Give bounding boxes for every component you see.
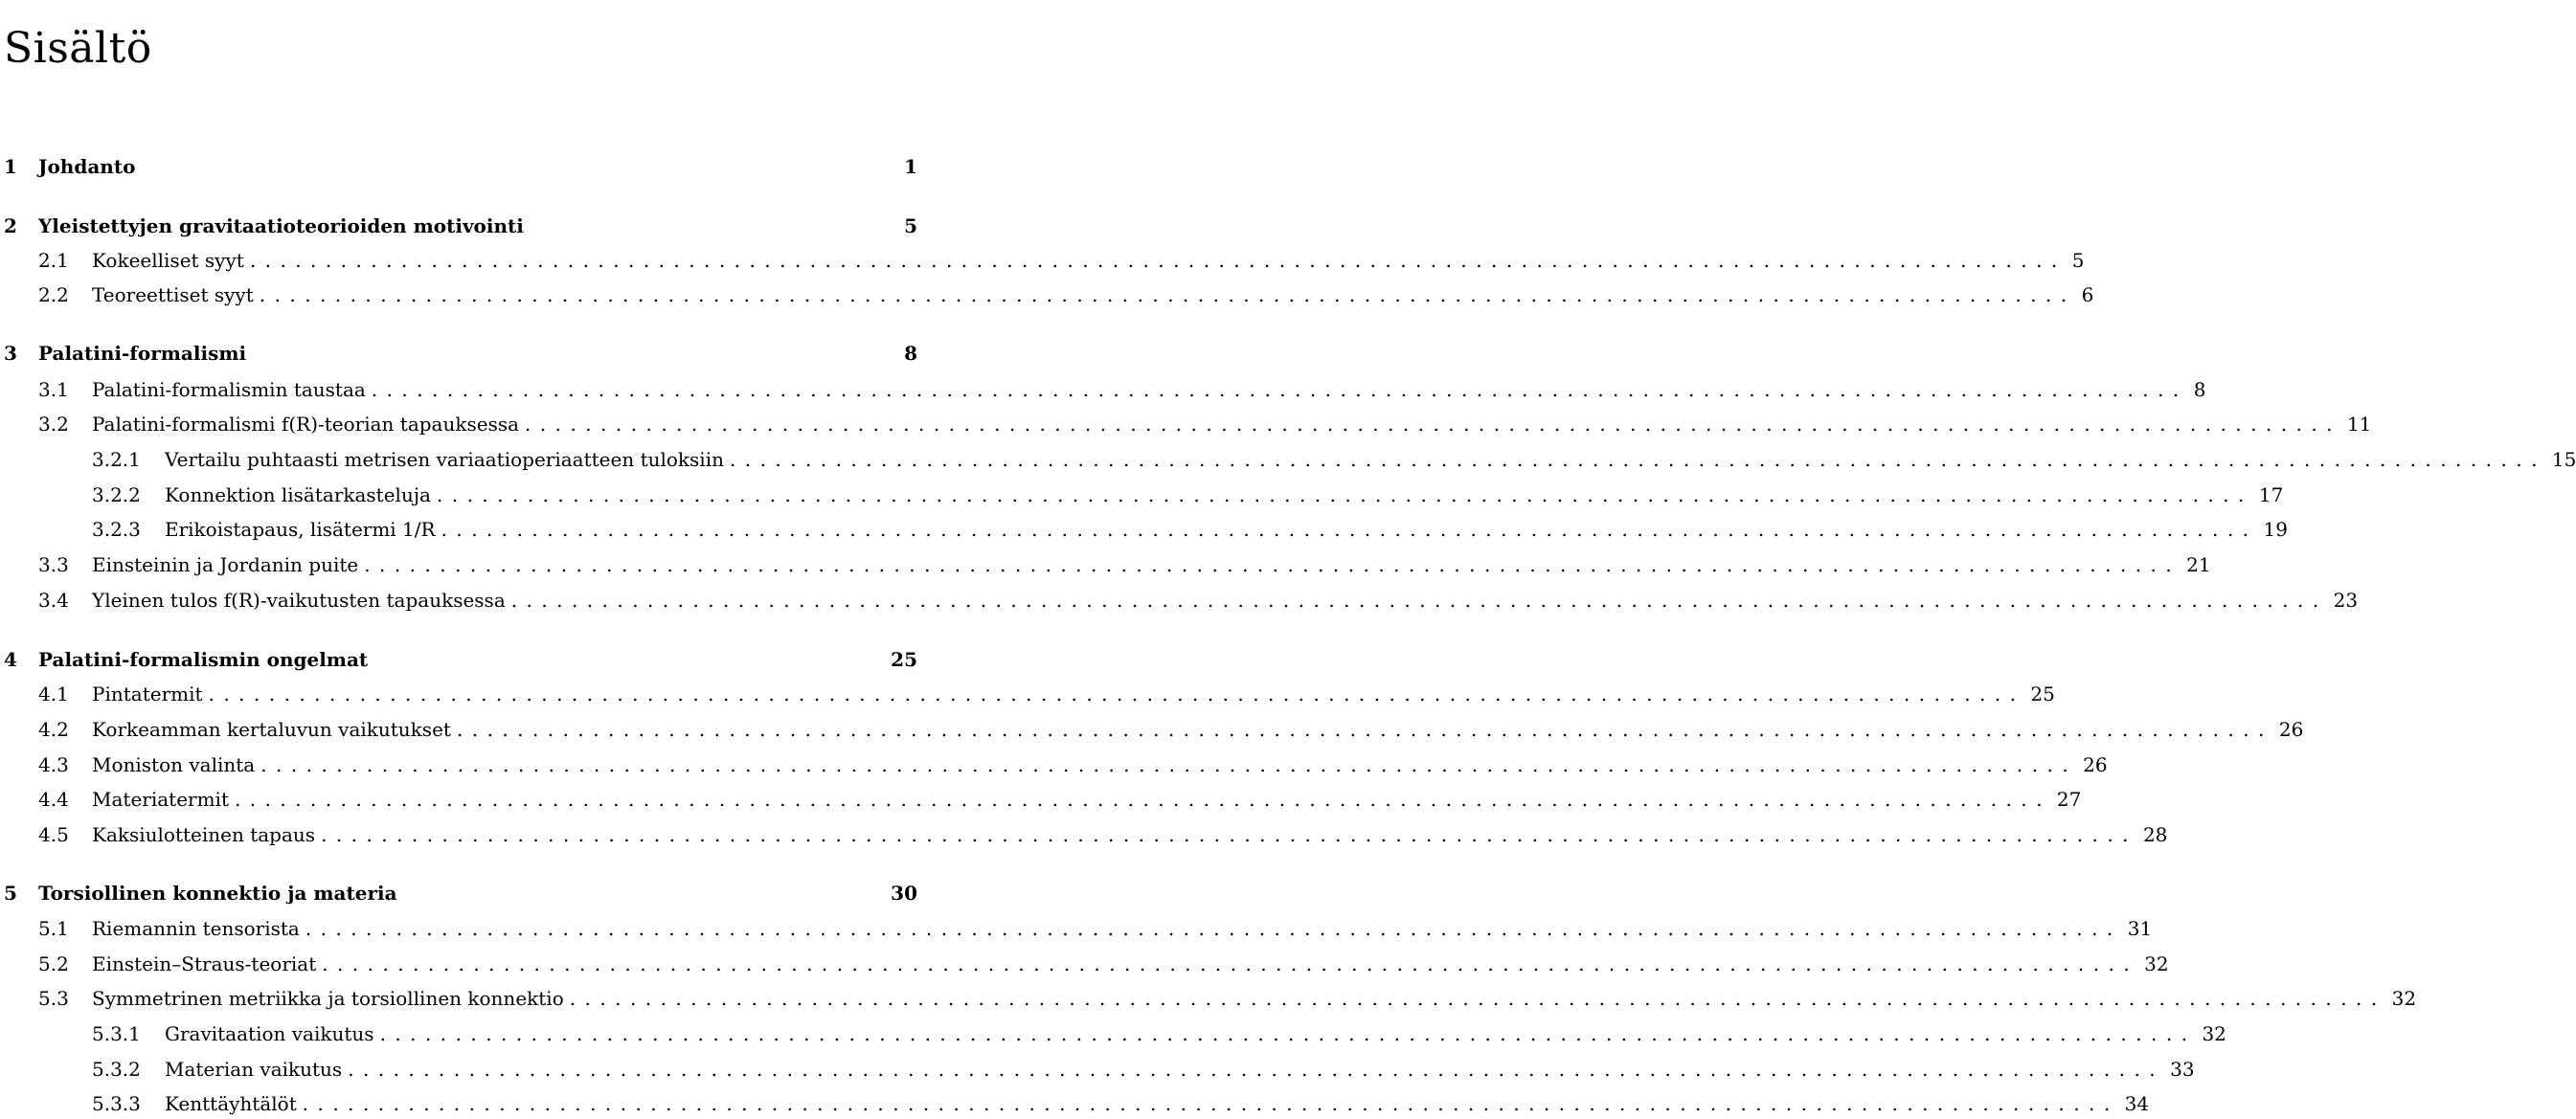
toc-dot-leader: ........................................................................................................................: [249, 249, 2067, 272]
toc-page-number: 6: [2081, 283, 2094, 306]
toc-dot-leader: ........................................................................................................................: [441, 518, 2258, 541]
toc-section-row[interactable]: [38, 587, 2359, 614]
toc-page-number: 32: [2144, 952, 2169, 975]
toc-section-row[interactable]: [38, 411, 2372, 437]
toc-entry-number: 4.2: [38, 718, 69, 741]
toc-dot-leader: ........................................................................................................................: [436, 483, 2253, 506]
toc-subsection-row[interactable]: [92, 516, 2288, 543]
toc-page-number: 1: [904, 155, 917, 178]
toc-dot-leader: ........................................................................................................................: [525, 413, 2341, 436]
toc-entry-title[interactable]: Materiatermit: [92, 788, 229, 811]
toc-section-row[interactable]: [38, 376, 2206, 403]
toc-page-number: 26: [2278, 718, 2304, 741]
toc-page-number: 32: [2202, 1022, 2226, 1045]
toc-subsection-row[interactable]: [92, 1056, 2195, 1083]
toc-section-row[interactable]: [38, 281, 2094, 308]
toc-dot-leader: ........................................................................................................................: [260, 753, 2078, 776]
toc-entry-title[interactable]: Pintatermit: [92, 683, 203, 705]
toc-section-row[interactable]: [38, 786, 2082, 813]
toc-dot-leader: ........................................................................................................................: [235, 788, 2051, 811]
toc-entry-number: 3.3: [38, 553, 69, 576]
toc-dot-leader: ........................................................................................................................: [321, 823, 2137, 846]
toc-entry-number: 1: [4, 155, 17, 178]
toc-dot-leader: ........................................................................................................................: [456, 718, 2273, 741]
toc-chapter-row[interactable]: [4, 646, 917, 673]
toc-entry-title[interactable]: Yleinen tulos f(R)-vaikutusten tapauksessa: [92, 589, 506, 612]
toc-entry-number: 4: [4, 648, 17, 671]
toc-entry-title[interactable]: Johdanto: [38, 155, 136, 178]
toc-dot-leader: ........................................................................................................................: [302, 1092, 2119, 1115]
toc-page-number: 31: [2127, 917, 2153, 940]
toc-dot-leader: ........................................................................................................................: [729, 448, 2546, 471]
toc-page-number: 27: [2056, 788, 2082, 811]
toc-entry-title[interactable]: Erikoistapaus, lisätermi 1/R: [165, 518, 436, 541]
toc-entry-title[interactable]: Vertailu puhtaasti metrisen variaatioperiaatteen tuloksiin: [165, 448, 724, 471]
toc-entry-title[interactable]: Palatini-formalismi: [38, 342, 247, 365]
toc-section-row[interactable]: [38, 681, 2055, 707]
toc-entry-number: 3.2.3: [92, 518, 141, 541]
toc-entry-number: 3.1: [38, 378, 69, 401]
toc-dot-leader: ........................................................................................................................: [208, 683, 2025, 705]
toc-page-number: 8: [2193, 378, 2206, 401]
page-title: Sisältö: [4, 24, 152, 74]
toc-dot-leader: ........................................................................................................................: [371, 378, 2188, 401]
toc-page-number: 28: [2142, 823, 2168, 846]
toc-entry-number: 3.2: [38, 413, 69, 436]
toc-page-number: 23: [2333, 589, 2359, 612]
toc-entry-number: 5.3: [38, 987, 69, 1010]
toc-entry-number: 5.3.3: [92, 1092, 141, 1115]
toc-entry-number: 5.3.2: [92, 1058, 141, 1081]
toc-dot-leader: ........................................................................................................................: [305, 917, 2122, 940]
toc-section-row[interactable]: [38, 951, 2169, 977]
toc-entry-title[interactable]: Konnektion lisätarkasteluja: [165, 483, 431, 506]
toc-page-number: 5: [904, 214, 917, 237]
toc-page-number: 25: [891, 648, 917, 671]
toc-entry-title[interactable]: Korkeamman kertaluvun vaikutukset: [92, 718, 451, 741]
toc-dot-leader: ........................................................................................................................: [379, 1022, 2197, 1045]
toc-entry-title[interactable]: Einsteinin ja Jordanin puite: [92, 553, 359, 576]
toc-entry-number: 5.2: [38, 952, 69, 975]
toc-entry-number: 5.1: [38, 917, 69, 940]
toc-dot-leader: ........................................................................................................................: [569, 987, 2386, 1010]
toc-section-row[interactable]: [38, 247, 2085, 274]
toc-entry-number: 2: [4, 214, 17, 237]
toc-page-number: 32: [2391, 987, 2417, 1010]
toc-dot-leader: ........................................................................................................................: [322, 952, 2139, 975]
toc-page-number: 25: [2030, 683, 2055, 705]
toc-subsection-row[interactable]: [92, 1090, 2150, 1117]
toc-page-number: 11: [2346, 413, 2372, 436]
toc-section-row[interactable]: [38, 751, 2108, 778]
toc-entry-title[interactable]: Kenttäyhtälöt: [165, 1092, 297, 1115]
toc-page-number: 21: [2186, 553, 2211, 576]
toc-entry-title[interactable]: Palatini-formalismin ongelmat: [38, 648, 369, 671]
toc-entry-number: 3: [4, 342, 17, 365]
toc-chapter-row[interactable]: [4, 880, 917, 906]
toc-entry-title[interactable]: Kokeelliset syyt: [92, 249, 244, 272]
toc-entry-number: 5.3.1: [92, 1022, 141, 1045]
toc-entry-number: 4.5: [38, 823, 69, 846]
toc-page-number: 26: [2083, 753, 2108, 776]
toc-dot-leader: ........................................................................................................................: [510, 589, 2328, 612]
toc-entry-title[interactable]: Materian vaikutus: [165, 1058, 343, 1081]
toc-dot-leader: ........................................................................................................................: [259, 283, 2076, 306]
toc-entry-title[interactable]: Teoreettiset syyt: [92, 283, 254, 306]
toc-entry-number: 5: [4, 882, 17, 905]
toc-page-number: 19: [2263, 518, 2288, 541]
toc-entry-title[interactable]: Riemannin tensorista: [92, 917, 300, 940]
toc-section-row[interactable]: [38, 821, 2168, 848]
toc-page-number: 30: [891, 882, 917, 905]
toc-entry-title[interactable]: Torsiollinen konnektio ja materia: [38, 882, 397, 905]
toc-entry-number: 2.1: [38, 249, 69, 272]
toc-entry-number: 3.2.2: [92, 483, 141, 506]
toc-page-number: 33: [2170, 1058, 2195, 1081]
toc-page-number: 34: [2124, 1092, 2150, 1115]
toc-chapter-row[interactable]: [4, 213, 917, 239]
toc-page-number: 15: [2551, 448, 2576, 471]
toc-dot-leader: ........................................................................................................................: [364, 553, 2181, 576]
toc-entry-title[interactable]: Kaksiulotteinen tapaus: [92, 823, 316, 846]
toc-section-row[interactable]: [38, 915, 2153, 942]
toc-entry-number: 4.4: [38, 788, 69, 811]
toc-entry-title[interactable]: Einstein–Straus-teoriat: [92, 952, 317, 975]
toc-entry-number: 2.2: [38, 283, 69, 306]
toc-chapter-row[interactable]: [4, 153, 917, 180]
toc-page-number: 5: [2071, 249, 2085, 272]
toc-entry-number: 3.2.1: [92, 448, 141, 471]
toc-entry-number: 3.4: [38, 589, 69, 612]
toc-section-row[interactable]: [38, 716, 2304, 743]
toc-subsection-row[interactable]: [92, 446, 2576, 473]
toc-entry-title[interactable]: Moniston valinta: [92, 753, 256, 776]
toc-page-number: 8: [904, 342, 917, 365]
toc-entry-title[interactable]: Gravitaation vaikutus: [165, 1022, 374, 1045]
toc-dot-leader: ........................................................................................................................: [348, 1058, 2165, 1081]
toc-subsection-row[interactable]: [92, 481, 2284, 508]
toc-section-row[interactable]: [38, 551, 2211, 578]
toc-entry-title[interactable]: Symmetrinen metriikka ja torsiollinen konnektio: [92, 987, 564, 1010]
toc-entry-number: 4.3: [38, 753, 69, 776]
toc-section-row[interactable]: [38, 985, 2417, 1012]
toc-entry-number: 4.1: [38, 683, 69, 705]
toc-page-number: 17: [2258, 483, 2284, 506]
toc-subsection-row[interactable]: [92, 1020, 2226, 1047]
toc-entry-title[interactable]: Palatini-formalismin taustaa: [92, 378, 366, 401]
toc-chapter-row[interactable]: [4, 340, 917, 367]
toc-entry-title[interactable]: Yleistettyjen gravitaatioteorioiden motivointi: [38, 214, 524, 237]
toc-entry-title[interactable]: Palatini-formalismi f(R)-teorian tapauksessa: [92, 413, 520, 436]
